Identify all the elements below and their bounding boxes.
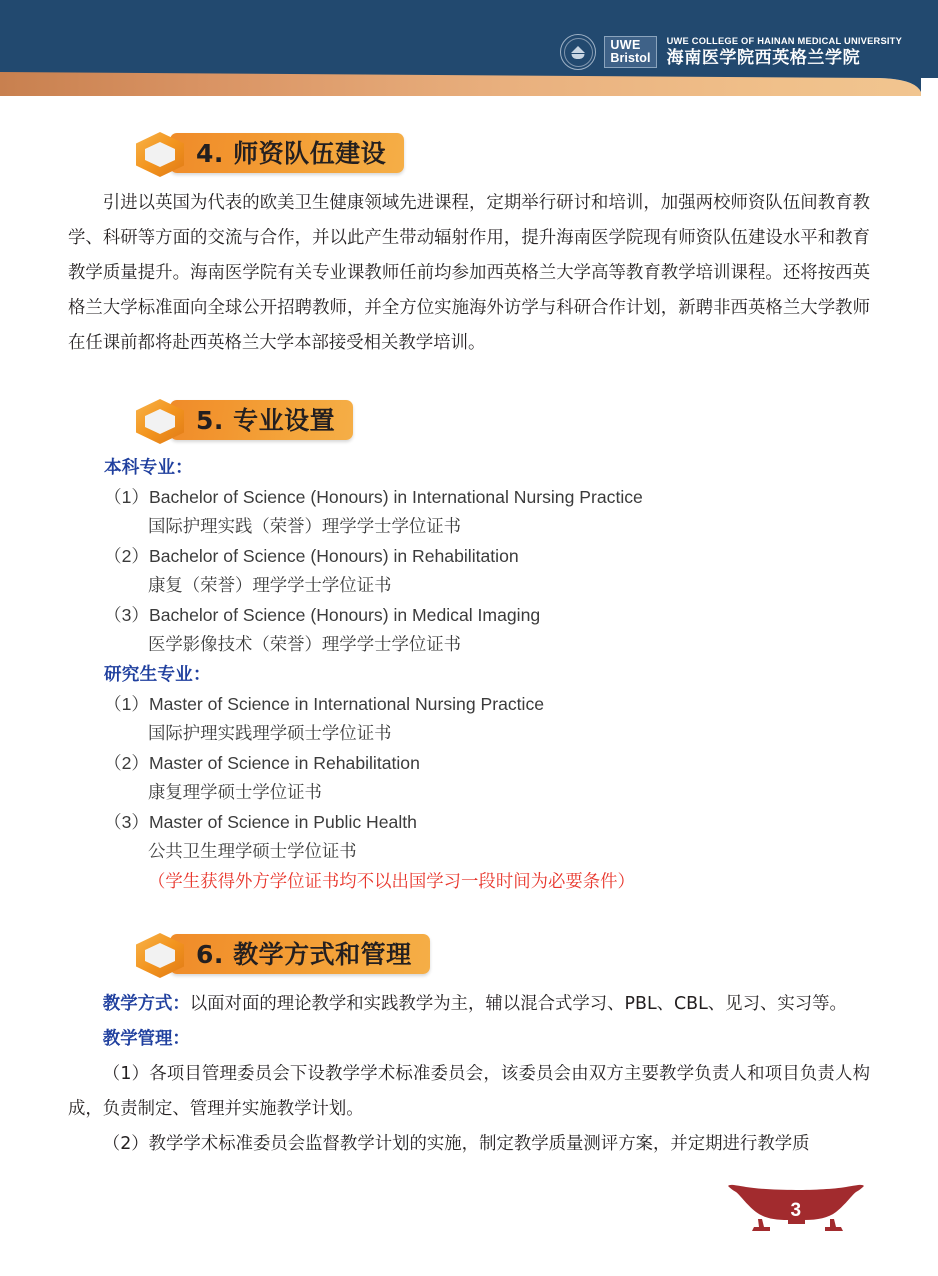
program-name-en: （2）Master of Science in Rehabilitation xyxy=(104,753,420,773)
section-title-4: 4. 师资队伍建设 xyxy=(196,138,387,168)
section-title-bar-4 xyxy=(170,133,404,173)
teaching-management-label: 教学管理： xyxy=(102,1029,190,1049)
hexagon-icon xyxy=(132,131,188,178)
section-title-6: 6. 教学方式和管理 xyxy=(196,939,412,969)
program-name-cn: 国际护理实践理学硕士学位证书 xyxy=(148,723,392,744)
program-name-en: （2）Bachelor of Science (Honours) in Rehabilitation xyxy=(104,546,519,566)
program-name-en: （3）Master of Science in Public Health xyxy=(104,812,417,832)
uwe-logomark-top: UWE xyxy=(610,37,641,52)
teaching-method-text: 以面对面的理论教学和实践教学为主，辅以混合式学习、PBL、CBL、见习、实习等。 xyxy=(189,994,847,1014)
program-name-en: （3）Bachelor of Science (Honours) in Medical Imaging xyxy=(104,605,541,625)
institution-name-en: UWE COLLEGE OF HAINAN MEDICAL UNIVERSITY xyxy=(666,36,902,47)
program-name-cn: 公共卫生理学硕士学位证书 xyxy=(148,841,357,862)
uwe-logomark-bottom: Bristol xyxy=(610,50,651,65)
section-5-header xyxy=(0,397,938,443)
hexagon-icon xyxy=(132,398,188,445)
teaching-method-paragraph xyxy=(68,987,870,1022)
hexagon-icon xyxy=(132,932,188,979)
institution-name-cn: 海南医学院西英格兰学院 xyxy=(666,47,861,67)
section-4-paragraph: 引进以英国为代表的欧美卫生健康领域先进课程，定期举行研讨和培训，加强两校师资队伍间教育教学、科研等方面的交流与合作，并以此产生带动辐射作用，提升海南医学院现有师资队伍建设水平和教育教学质量提升。海南医学院有关专业课教师任前均参加西英格兰大学高等教育教学培训课程。还将按西英格兰大学标准面向全球公开招聘教师，并全方位实施海外访学与科研合作计划，新聘非西英格兰大学教师在任课前都将赴西英格兰大学本部接受相关教学培训。 xyxy=(68,193,870,353)
program-name-cn: 国际护理实践（荣誉）理学学士学位证书 xyxy=(148,516,462,537)
teaching-method-label: 教学方式： xyxy=(102,994,190,1014)
program-name-cn: 康复理学硕士学位证书 xyxy=(148,782,322,803)
section-title-5: 5. 专业设置 xyxy=(196,405,336,435)
section-4-header xyxy=(0,130,938,176)
management-item: （1）各项目管理委员会下设教学学术标准委员会，该委员会由双方主要教学负责人和项目负责人构成，负责制定、管理并实施教学计划。 xyxy=(68,1064,870,1119)
page-header xyxy=(0,0,938,100)
institution-logo xyxy=(560,33,902,71)
university-crest-icon xyxy=(560,34,596,70)
section-header-6 xyxy=(132,931,430,977)
page-content xyxy=(0,100,938,1162)
section-6-header xyxy=(0,931,938,977)
management-item: （2）教学学术标准委员会监督教学计划的实施，制定教学质量测评方案，并定期进行教学质 xyxy=(102,1134,810,1154)
crest-emblem-icon xyxy=(571,45,586,60)
section-header-5 xyxy=(132,397,353,443)
graduate-heading: 研究生专业： xyxy=(104,665,211,685)
uwe-bristol-logomark xyxy=(604,36,656,69)
degree-note: （学生获得外方学位证书均不以出国学习一段时间为必要条件） xyxy=(148,872,635,892)
section-header-4 xyxy=(132,130,404,176)
section-title-bar-5 xyxy=(170,400,353,440)
section-4-body xyxy=(0,186,938,361)
program-name-cn: 康复（荣誉）理学学士学位证书 xyxy=(148,575,392,596)
page-footer xyxy=(726,1182,866,1238)
section-6-body xyxy=(0,987,938,1162)
program-name-en: （1）Bachelor of Science (Honours) in International Nursing Practice xyxy=(104,487,643,507)
section-5-body xyxy=(0,453,938,897)
program-name-en: （1）Master of Science in International Nursing Practice xyxy=(104,694,545,714)
program-name-cn: 医学影像技术（荣誉）理学学士学位证书 xyxy=(148,634,462,655)
undergraduate-heading: 本科专业： xyxy=(104,458,193,478)
teaching-management-heading-line xyxy=(68,1022,870,1057)
page-number: 3 xyxy=(790,1200,802,1221)
institution-name-block xyxy=(665,37,902,67)
section-title-bar-6 xyxy=(170,934,430,974)
